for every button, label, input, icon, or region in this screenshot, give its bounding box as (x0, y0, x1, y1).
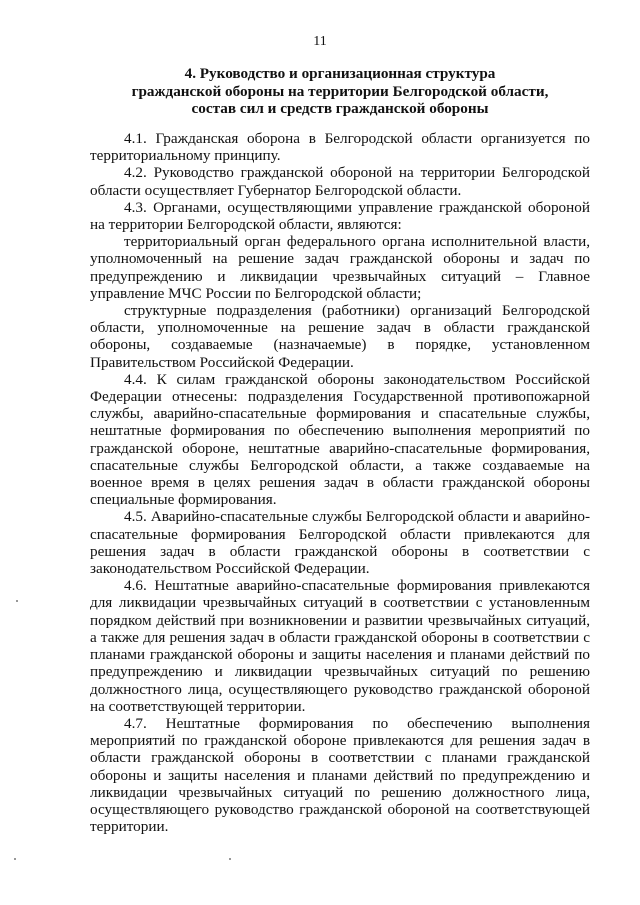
section-heading (90, 65, 590, 118)
paragraph-4-4: 4.4. К силам гражданской обороны законодательством Российской Федерации отнесены: подразделения Государственной противопожарной службы, аварийно-спасательные формирования и спасательные службы, нештатные формирования по обеспечению выполнения мероприятий по гражданской обороне, нештатные аварийно-спасательные формирования, спасательные службы Белгородской области, а также создаваемые на военное время в целях решения задач в области гражданской обороны специальные формирования. (90, 370, 590, 509)
section-heading-line: гражданской обороны на территории Белгородской области, (131, 82, 549, 100)
scan-speck (16, 600, 18, 602)
paragraph-4-7: 4.7. Нештатные формирования по обеспечению выполнения мероприятий по гражданской обороне привлекаются для решения задач в области гражданской обороны в соответствии с планами гражданской обороны и защиты населения и планами действий по предупреждению и ликвидации чрезвычайных ситуаций по решению должностного лица, осуществляющего руководство гражданской обороной на соответствующей территории. (90, 714, 590, 836)
page-number: 11 (313, 34, 327, 49)
section-heading-line: состав сил и средств гражданской обороны (191, 100, 489, 117)
section-heading-line: 4. Руководство и организационная структура (184, 65, 496, 82)
paragraph-4-3-item-2: структурные подразделения (работники) организаций Белгородской области, уполномоченные на решение задач в области гражданской обороны, создаваемые (назначаемые) в порядке, установленном Правительством Российской Федерации. (90, 302, 590, 371)
paragraph-4-1: 4.1. Гражданская оборона в Белгородской области организуется по территориальному принципу. (90, 130, 590, 165)
scan-speck (14, 858, 16, 860)
paragraph-4-5: 4.5. Аварийно-спасательные службы Белгородской области и аварийно-спасательные формирования Белгородской области привлекаются для решения задач в области гражданской обороны в соответствии с законодательством Российской Федерации. (90, 508, 590, 578)
paragraph-4-3-item-1: территориальный орган федерального органа исполнительной власти, уполномоченный на решение задач гражданской обороны и задач по предупреждению и ликвидации чрезвычайных ситуаций – Главное управление МЧС России по Белгородской области; (90, 233, 590, 302)
document-body (90, 130, 590, 835)
paragraph-4-6: 4.6. Нештатные аварийно-спасательные формирования привлекаются для ликвидации чрезвычайных ситуаций в соответствии с установленным порядком действий при возникновении и развитии чрезвычайных ситуаций, а также для решения задач в области гражданской обороны в соответствии с планами гражданской обороны и защиты населения и планами действий по предупреждению и ликвидации чрезвычайных ситуаций по решению должностного лица, осуществляющего руководство гражданской обороной на соответствующей территории. (90, 577, 590, 715)
scan-speck (229, 858, 231, 860)
paragraph-4-2: 4.2. Руководство гражданской обороной на территории Белгородской области осуществляет Губернатор Белгородской области. (90, 164, 590, 199)
paragraph-4-3: 4.3. Органами, осуществляющими управление гражданской обороной на территории Белгородской области, являются: (90, 198, 590, 234)
